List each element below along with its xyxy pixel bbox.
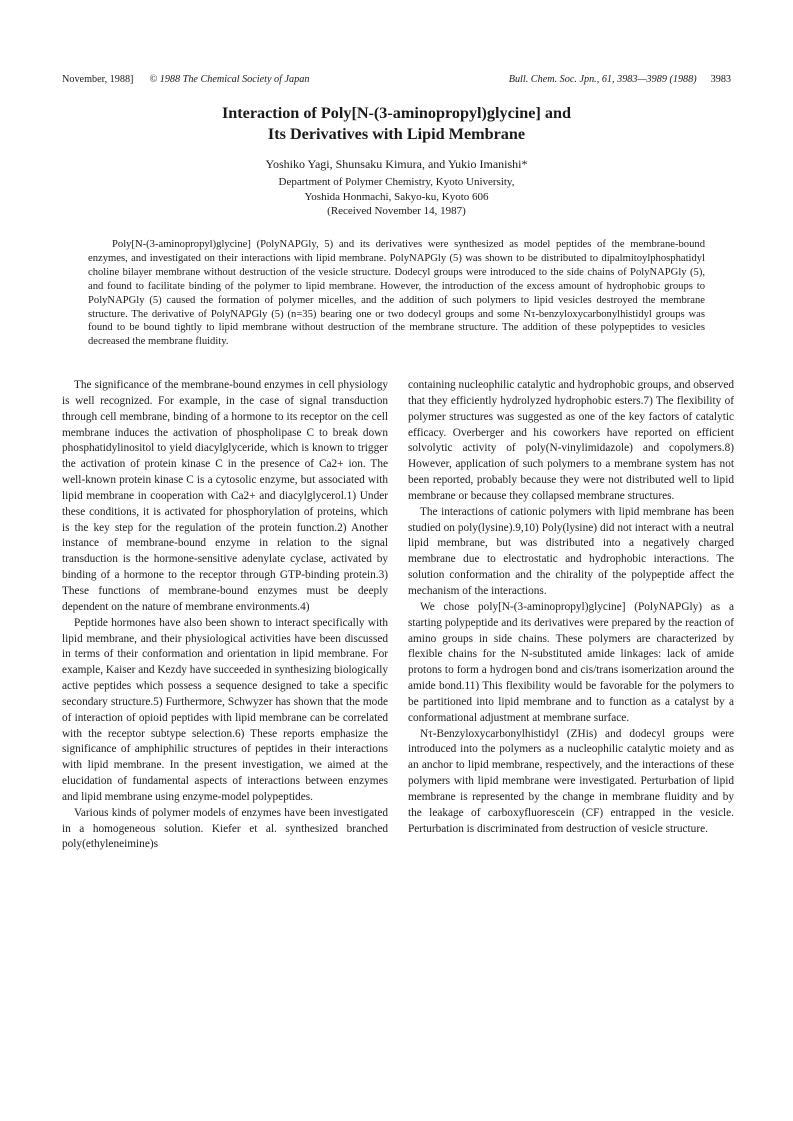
abstract: Poly[N-(3-aminopropyl)glycine] (PolyNAPGly, 5) and its derivatives were synthesized as model peptides of the membrane-bound enzymes, and investigated on their interactions with lipid membrane. PolyNAPGly (5) was shown to be distributed to dipalmitoylphosphatidyl choline bilayer membrane without destruction of the vesicle structure. Dodecyl groups were introduced to the side chains of PolyNAPGly (5), and found to facilitate binding of the polymer to lipid membrane. However, the introduction of the excess amount of hydrophobic groups to PolyNAPGly (5) caused the formation of polymer micelles, and the addition of such polymers to lipid vesicles destroyed the membrane structure. The derivative of PolyNAPGly (5) (n=35) bearing one or two dodecyl groups and some Nτ-benzyloxycarbonylhistidyl groups was found to be bound tightly to lipid membrane without destruction of the membrane structure. The addition of these polypeptides to vesicles decreased the membrane fluidity. <box>88 239 705 348</box>
affiliation-line-2: Yoshida Honmachi, Sakyo-ku, Kyoto 606 <box>304 190 489 203</box>
running-head-left <box>62 72 309 88</box>
journal-citation: Bull. Chem. Soc. Jpn., 61, 3983—3989 (1988) <box>508 74 697 85</box>
title-line-2: Its Derivatives with Lipid Membrane <box>267 125 526 143</box>
author-list: Yoshiko Yagi, Shunsaku Kimura, and Yukio Imanishi* <box>265 157 528 171</box>
running-head <box>62 72 731 88</box>
affiliation-line-1: Department of Polymer Chemistry, Kyoto University, <box>278 176 515 188</box>
body-column-right <box>408 378 734 837</box>
page-number: 3983 <box>710 74 731 85</box>
body-paragraph: Various kinds of polymer models of enzymes have been investigated in a homogeneous solution. Kiefer et al. synthesized branched poly(ethyleneimine)s <box>62 806 388 851</box>
article-title <box>62 103 731 145</box>
body-paragraph: The significance of the membrane-bound enzymes in cell physiology is well recognized. For example, in the case of signal transduction through cell membrane, binding of a hormone to its receptor on the cell membrane induces the activation of phospholipase C to break down phosphatidylinositol to yield diacylglyceride, which is known to trigger the activation of protein kinase C in the presence of Ca2+ ion. The well-known protein kinase C is a cytosolic enzyme, but associated with lipid membrane in cooperation with Ca2+ and diacylglycerol.1) Under these conditions, it is activated for phosphorylation of proteins, which is the key step for the regulation of the protein function.2) Another instance of membrane-bound enzyme in relation to the signal transduction is the hormone-sensitive adenylate cyclase, activated by binding of a hormone to the receptor through GTP-binding protein.3) These functions of membrane-bound enzymes must be deeply dependent on the nature of membrane environments.4) <box>62 379 388 613</box>
received-date: (Received November 14, 1987) <box>327 205 466 217</box>
body-paragraph: containing nucleophilic catalytic and hydrophobic groups, and observed that they efficiently hydrolyzed hydrophobic esters.7) The flexibility of polymer structures was suggested as one of the key factors of catalytic efficacy. Overberger and his coworkers have reported on efficient solvolytic activity of poly(N-vinylimidazole) and copolymers.8) However, application of such polymers to a membrane system has not been reported, probably because they were not distributed well to lipid membrane or because they collapsed membrane structures. <box>408 379 734 502</box>
body-paragraph: Nτ-Benzyloxycarbonylhistidyl (ZHis) and dodecyl groups were introduced into the polymers as a nucleophilic catalytic moiety and as an anchor to lipid membrane, respectively, and the interactions of these polymers with lipid membrane were investigated. Perturbation of lipid membrane is represented by the change in membrane fluidity and by the leakage of carboxyfluorescein (CF) entrapped in the vesicle. Perturbation is discriminated from destruction of vesicle structure. <box>408 727 734 835</box>
body-paragraph: Peptide hormones have also been shown to interact specifically with lipid membrane, and their physiological activities have been discussed in terms of their conformation and orientation in lipid membrane. For example, Kaiser and Kezdy have succeeded in synthesizing biologically active peptides which possess a sequence designed to take a specific secondary structure.5) Furthermore, Schwyzer has shown that the mode of interaction of opioid peptides with lipid membrane can be correlated with the receptor subtype selection.6) These reports emphasize the significance of amphiphilic structures of peptides in their interactions with lipid membrane. In the present investigation, we aimed at the elucidation of fundamental aspects of interactions between enzymes and lipid membrane using enzyme-model polypeptides. <box>62 616 388 803</box>
title-line-1: Interaction of Poly[N-(3-aminopropyl)glycine] and <box>221 104 572 122</box>
body-paragraph: We chose poly[N-(3-aminopropyl)glycine] (PolyNAPGly) as a starting polypeptide and its derivatives were prepared by the reaction of amino groups in side chains. These polymers are characterized by flexible chains for the N-substituted amide linkages: lack of amide protons to form a hydrogen bond and cis/trans isomerization around the amide bond.11) This flexibility would be favorable for the polymers to be partitioned into lipid membrane and to function as a catalyst by a conformational adjustment at membrane surface. <box>408 600 734 724</box>
running-head-right <box>509 72 731 88</box>
copyright-notice: © 1988 The Chemical Society of Japan <box>149 74 310 85</box>
body-paragraph: The interactions of cationic polymers with lipid membrane has been studied on poly(lysine).9,10) Poly(lysine) did not interact with a neutral lipid membrane, but was distributed into a negatively charged membrane due to electrostatic and hydrophobic interactions. The solution conformation and the chirality of the polypeptide affect the mechanism of the interactions. <box>408 505 734 597</box>
affiliation <box>62 175 731 219</box>
issue-date: November, 1988] <box>62 74 134 85</box>
body-column-left <box>62 378 388 853</box>
